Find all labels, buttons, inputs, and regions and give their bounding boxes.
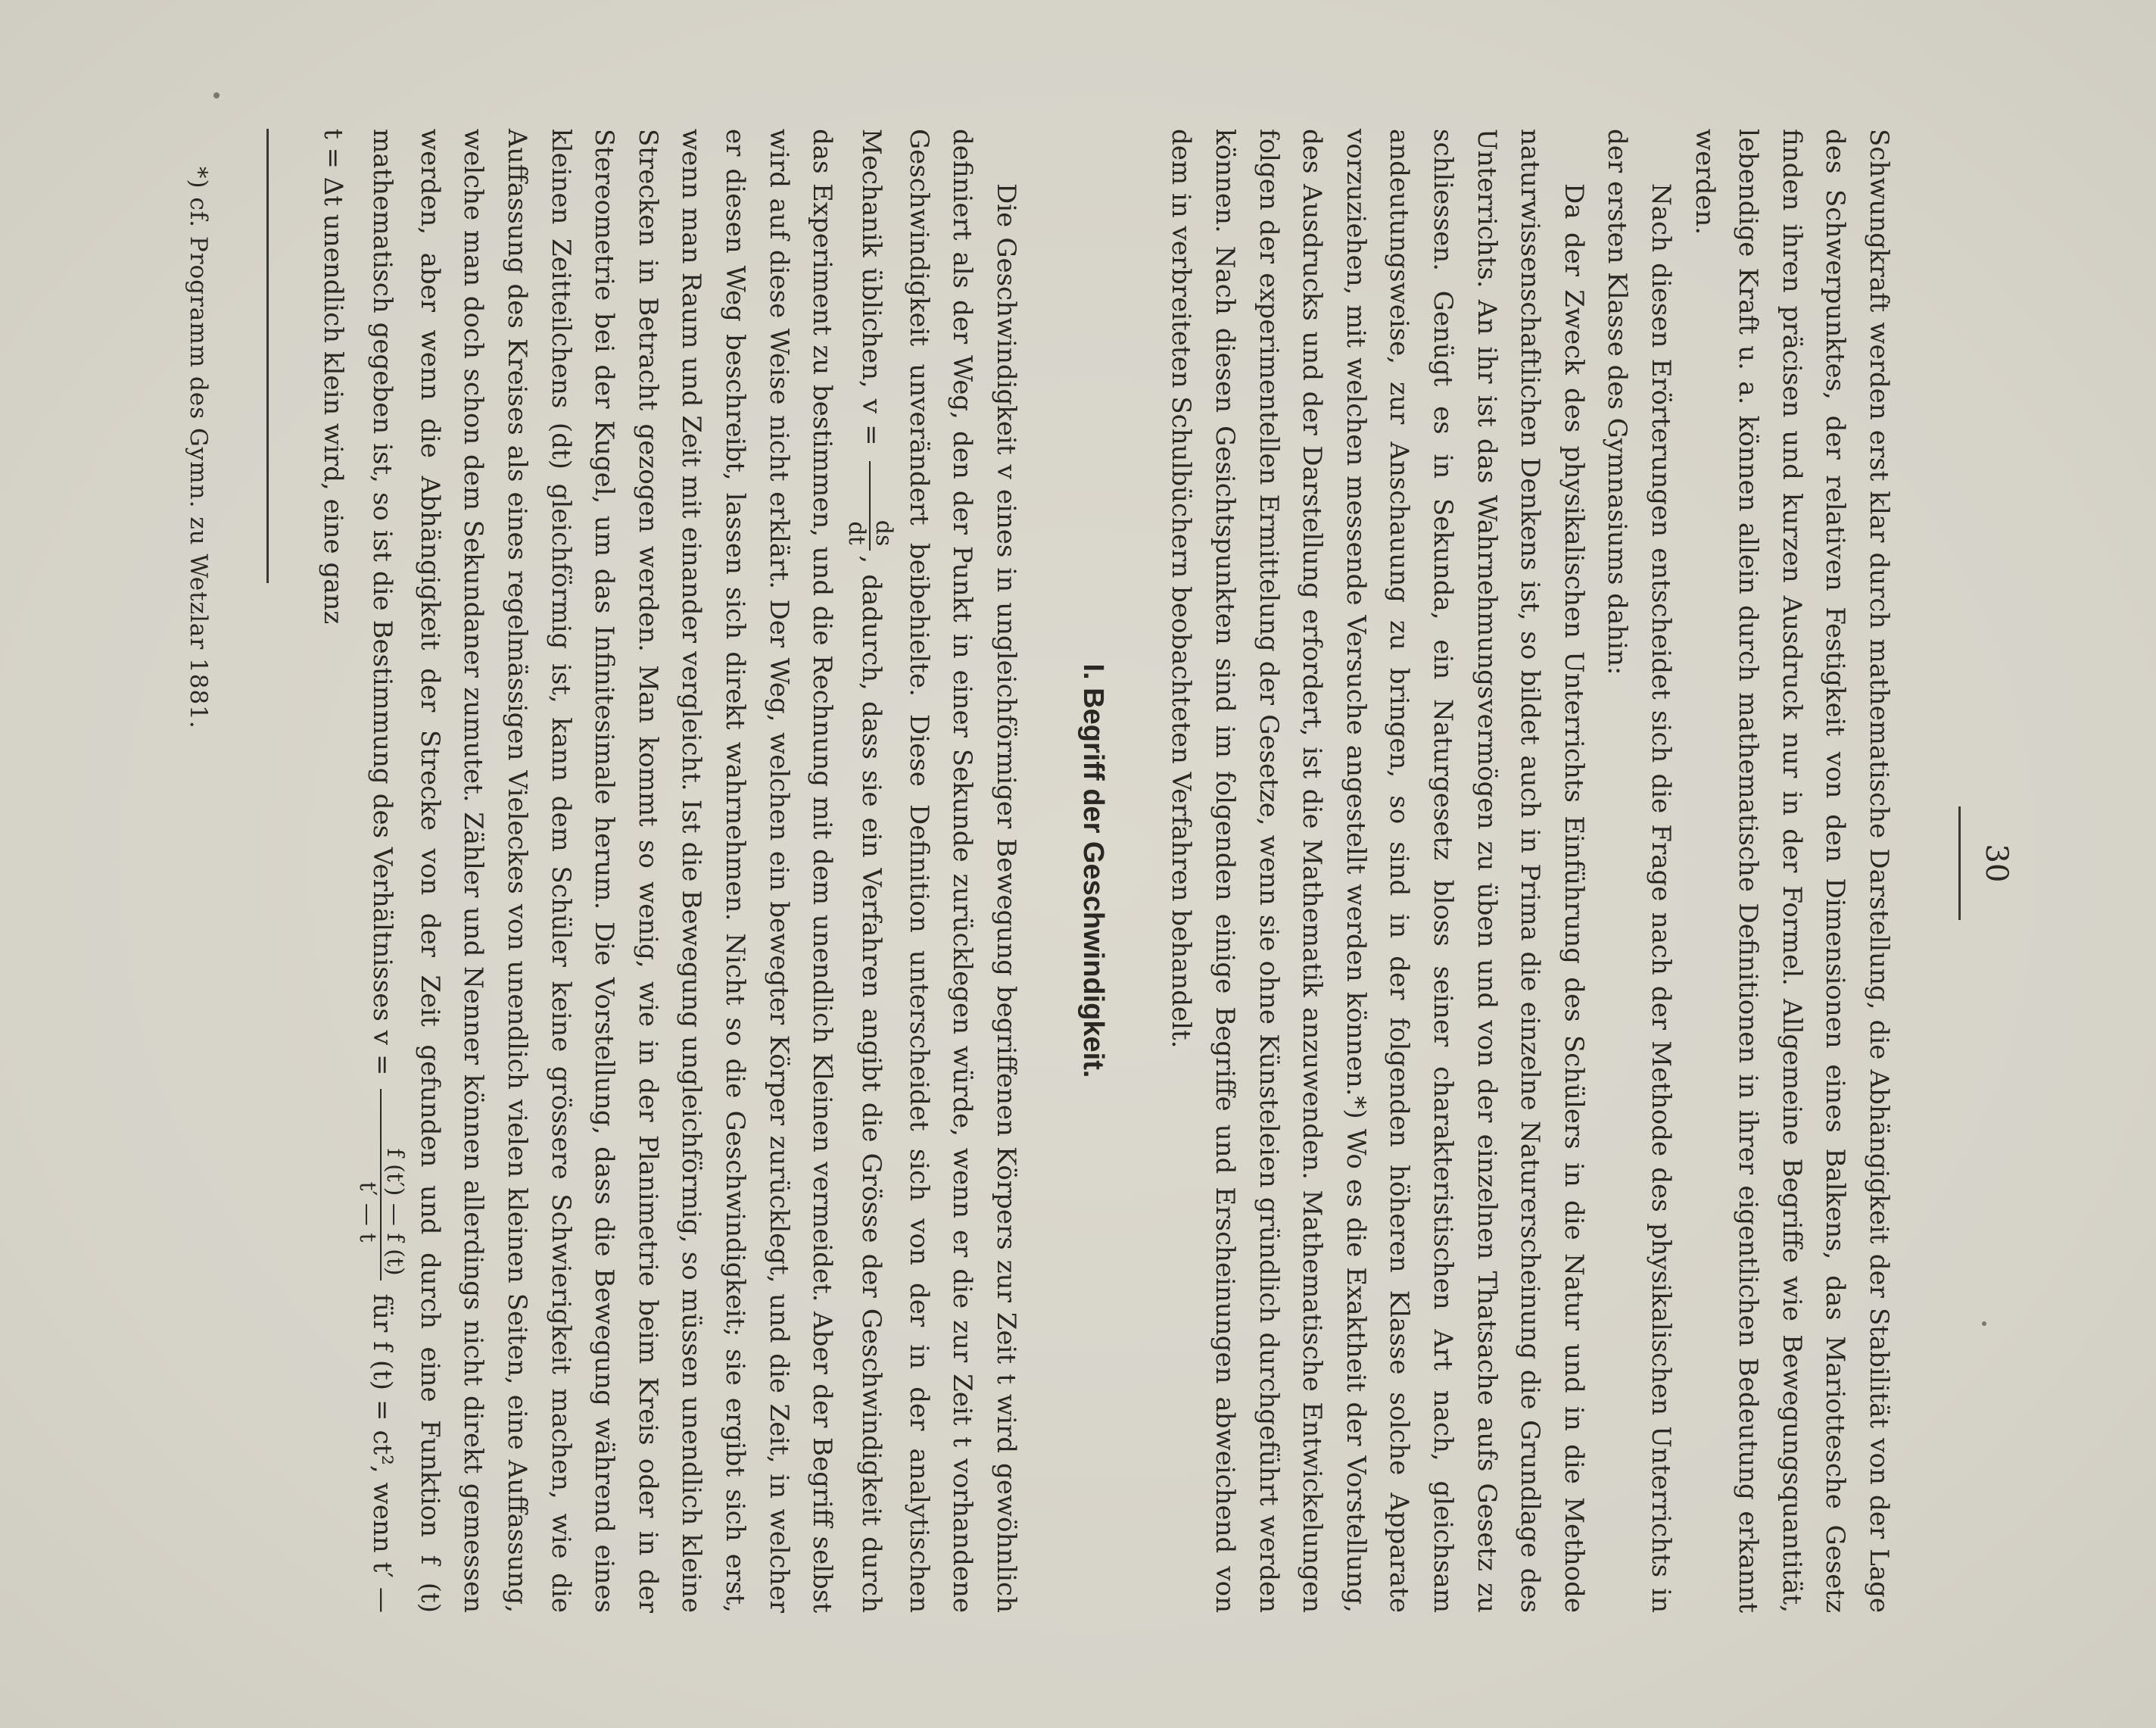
page-number-rule xyxy=(1958,806,1961,920)
fraction-numerator: ds xyxy=(869,461,896,551)
paragraph-intro-3: Da der Zweck des physikalischen Unterrichts Einführung des Schülers in die Natur und in die Methode naturwissenschaftlichen Denkens ist, so bildet auch in Prima die einzelne Naturerscheinung die Grundlage des Unterrichts. An ihr ist das Wahrnehmungsvermögen zu üben und von der einzelnen Thatsache aufs Gesetz zu schliessen. Genügt es in Sekunda, ein Naturgesetz bloss seiner charakteristischen Art nach, gleichsam andeutungsweise, zur Anschauung zu bringen, so sind in der folgenden höheren Klasse solche Apparate vorzuziehen, mit welchen messende Versuche angestellt werden können.*) Wo es die Exaktheit der Vorstellung, des Ausdrucks und der Darstellung erfordert, ist die Mathematik anzuwenden. Mathematische Entwickelungen folgen der experimentellen Ermittelung der Gesetze, wenn sie ohne Künsteleien gründlich durchgeführt werden können. Nach diesen Gesichtspunkten sind im folgenden einige Begriffe und Erscheinungen abweichend von dem in verbreiteten Schulbüchern beobachteten Verfahren behandelt. xyxy=(1166,129,1589,1613)
section-heading: I. Begriff der Geschwindigkeit. xyxy=(1076,663,1109,1078)
paragraph-intro-1: Schwungkraft werden erst klar durch mathematische Darstellung, die Abhängigkeit der Stabilität von der Lage des Schwerpunktes, der relativen Festigkeit von den Dimensionen eines Balkens, das Mariottesche Gesetz finden ihren präcisen und kurzen Ausdruck nur in der Formel. Allgemeine Begriffe wie Bewegungsquantität, lebendige Kraft u. a. können allein durch mathematische Definitionen in ihrer eigentlichen Bedeutung erkannt werden. xyxy=(1689,129,1894,1613)
footnote: *) cf. Programm des Gymn. zu Wetzlar 1881. xyxy=(185,167,212,729)
footnote-rule xyxy=(266,129,269,583)
fraction-ds-dt xyxy=(843,461,896,551)
velocity-text-part-1: Die Geschwindigkeit v eines in ungleichförmiger Bewegung begriffenen Körpers zur Zeit t wird gewöhnlich definiert als der Weg, den der Punkt in einer Sekunde zurücklegen würde, wenn er die zur Zeit t vorhandene Geschwindigkeit unverändert beibehielte. Diese Definition unterscheidet sich von der in der analytischen Mechanik üblichen, v = xyxy=(856,129,1021,1613)
body-text xyxy=(311,129,1900,1613)
velocity-text-part-2: , dadurch, dass sie ein Verfahren angibt die Grösse der Geschwindigkeit durch das Experiment zu bestimmen, und die Rechnung mit dem unendlich Kleinen vermeidet. Aber der Begriff selbst wird auf diese Weise nicht erklärt. Der Weg, welchen ein bewegter Körper zurücklegt, und die Zeit, in welcher er diesen Weg beschreibt, lassen sich direkt wahrnehmen. Nicht so die Geschwindigkeit; sie ergibt sich erst, wenn man Raum und Zeit mit einander vergleicht. Ist die Bewegung ungleichförmig, so müssen unendlich kleine Strecken in Betracht gezogen werden. Man kommt so wenig, wie in der Planimetrie beim Kreis oder in der Stereometrie bei der Kugel, um das Infinitesimale herum. Die Vorstellung, dass die Bewegung während eines kleinen Zeitteilchens (dt) gleichförmig ist, kann dem Schüler keine grössere Schwierigkeit machen, wie die Auffassung des Kreises als eines regelmässigen Vieleckes von unendlich vielen kleinen Seiten, eine Auffassung, welche man doch schon dem Sekundaner zumutet. Zähler und Nenner können allerdings nicht direkt gemessen werden, aber wenn die Abhängigkeit der Strecke von der Zeit gefunden und durch eine Funktion f (t) mathematisch gegeben ist, so ist die Bestimmung des Verhältnisses v = xyxy=(367,129,887,1613)
paragraph-intro-2: Nach diesen Erörterungen entscheidet sich die Frage nach der Methode des physikalischen Unterrichts in der ersten Klasse des Gymnasiums dahin: xyxy=(1602,129,1677,1613)
page-number: 30 xyxy=(1979,844,2014,883)
fraction-numerator: f (t′) — f (t) xyxy=(380,1089,407,1280)
paragraph-velocity xyxy=(311,129,1027,1613)
rotated-page xyxy=(61,45,2014,1681)
fraction-denominator: dt xyxy=(843,521,871,545)
fraction-denominator: t′ — t xyxy=(354,1181,382,1243)
velocity-text-part-3: für f (t) = ct², wenn t′ — t = Δt unendlich klein wird, eine ganz xyxy=(318,129,398,1613)
fraction-difference-quotient xyxy=(354,1089,407,1280)
